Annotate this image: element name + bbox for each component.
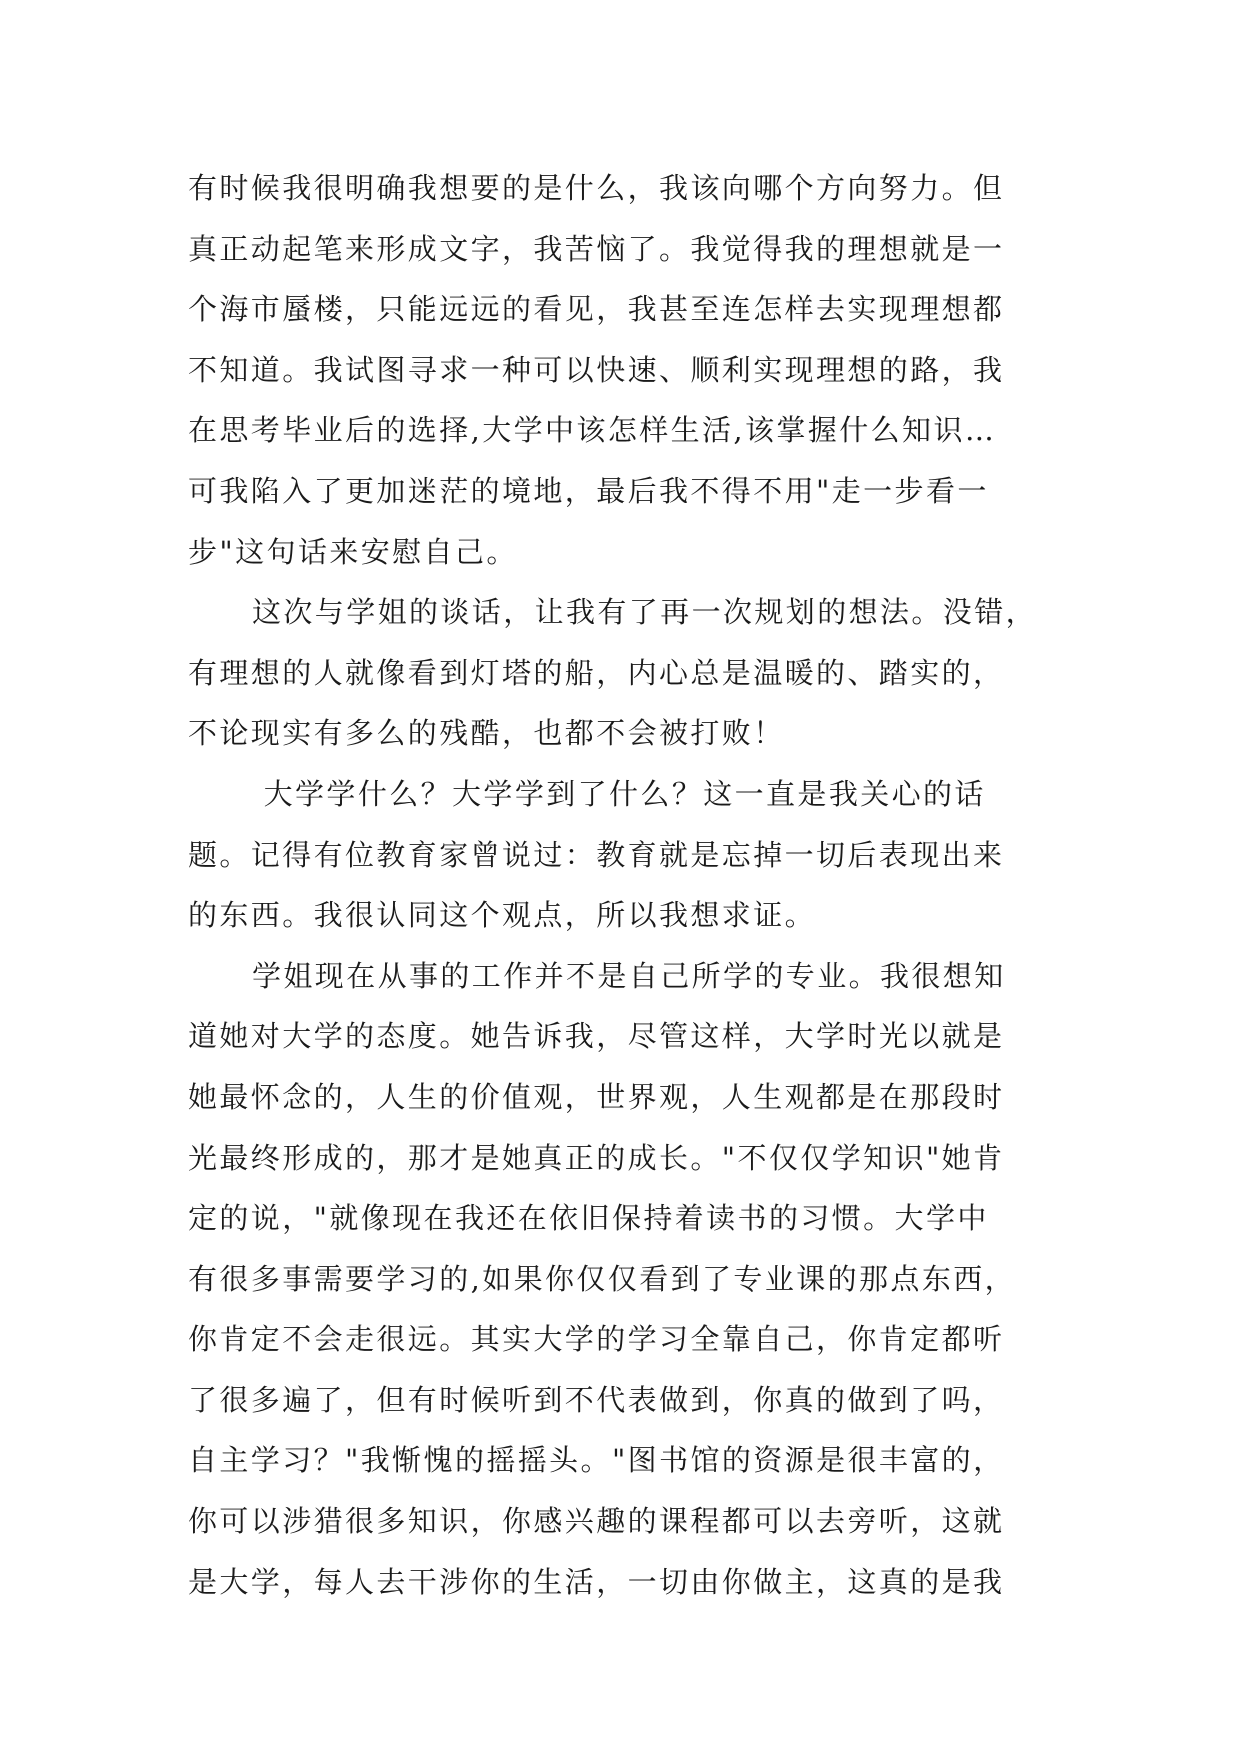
text-line: 有时候我很明确我想要的是什么，我该向哪个方向努力。但 [188, 171, 1005, 205]
text-line: 你可以涉猎很多知识，你感兴趣的课程都可以去旁听，这就 [188, 1504, 1005, 1539]
text-line: 步"这句话来安慰自己。 [188, 534, 518, 569]
text-line: 有很多事需要学习的,如果你仅仅看到了专业课的那点东西， [188, 1261, 1017, 1296]
paragraph-first-line: 大学学什么？大学学到了什么？这一直是我关心的话 [252, 776, 986, 811]
text-line: 真正动起笔来形成文字，我苦恼了。我觉得我的理想就是一 [188, 231, 1005, 266]
text-line: 的东西。我很认同这个观点，所以我想求证。 [188, 898, 817, 933]
text-line: 是大学，每人去干涉你的生活，一切由你做主，这真的是我 [188, 1564, 1005, 1599]
text-line: 个海市蜃楼，只能远远的看见，我甚至连怎样去实现理想都 [188, 292, 1005, 327]
text-line: 了很多遍了，但有时候听到不代表做到，你真的做到了吗， [188, 1382, 1005, 1417]
text-line: 道她对大学的态度。她告诉我，尽管这样，大学时光以就是 [188, 1019, 1005, 1054]
text-line: 光最终形成的，那才是她真正的成长。"不仅仅学知识"她肯 [188, 1140, 1005, 1175]
text-line: 有理想的人就像看到灯塔的船，内心总是温暖的、踏实的， [188, 655, 1005, 690]
paragraph-first-line: 这次与学姐的谈话，让我有了再一次规划的想法。没错， [252, 595, 1038, 630]
text-line: 可我陷入了更加迷茫的境地，最后我不得不用"走一步看一 [188, 473, 989, 508]
text-line: 自主学习？"我惭愧的摇摇头。"图书馆的资源是很丰富的， [188, 1443, 1005, 1478]
paragraph-first-line: 学姐现在从事的工作并不是自己所学的专业。我很想知 [252, 958, 1006, 993]
text-line: 定的说，"就像现在我还在依旧保持着读书的习惯。大学中 [188, 1201, 989, 1236]
text-line: 不论现实有多么的残酷，也都不会被打败！ [188, 716, 785, 751]
text-line: 在思考毕业后的选择,大学中该怎样生活,该掌握什么知识… [188, 413, 997, 448]
document-body [188, 158, 1060, 1612]
text-line: 你肯定不会走很远。其实大学的学习全靠自己，你肯定都听 [188, 1322, 1005, 1357]
text-line: 题。记得有位教育家曾说过：教育就是忘掉一切后表现出来 [188, 837, 1005, 872]
text-line: 不知道。我试图寻求一种可以快速、顺利实现理想的路，我 [188, 352, 1005, 387]
text-line: 她最怀念的，人生的价值观，世界观，人生观都是在那段时 [188, 1079, 1005, 1114]
